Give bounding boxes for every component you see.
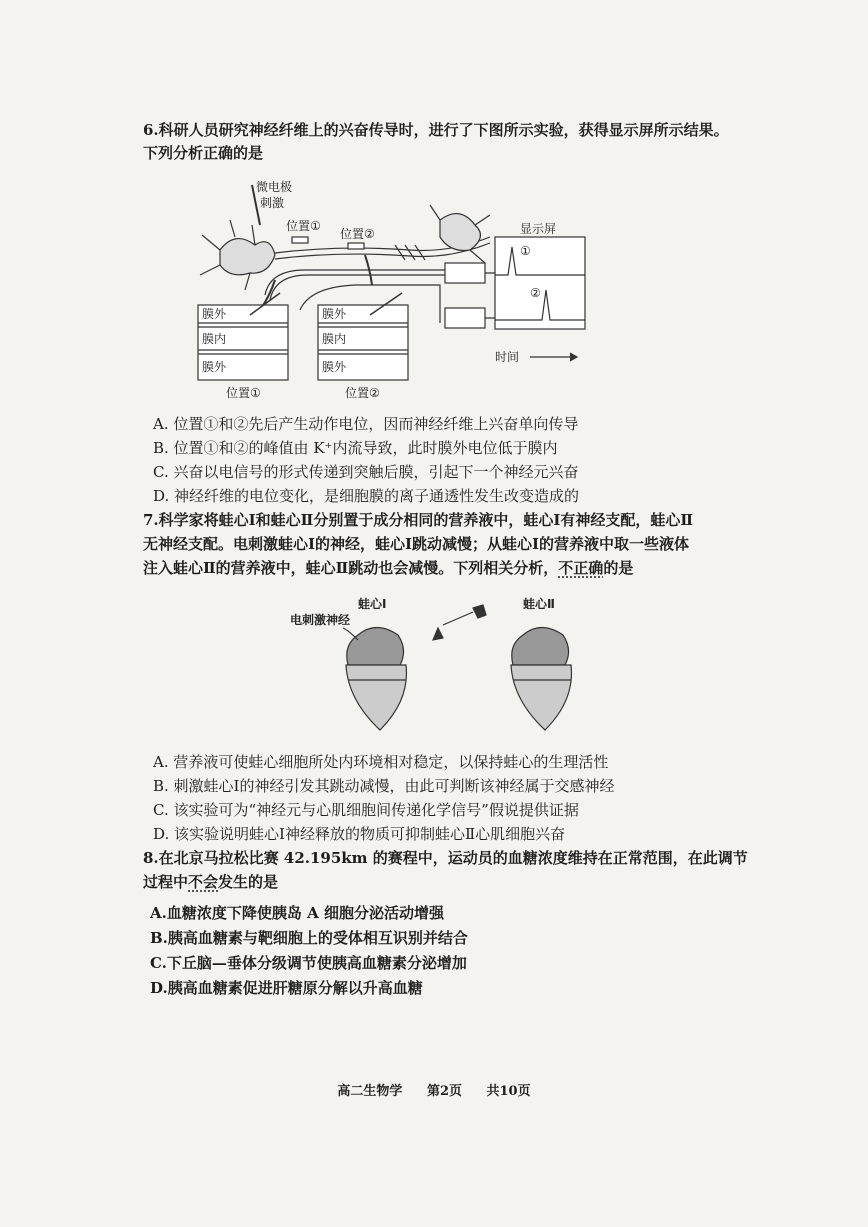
q7-stem-emphasis: 不正确: [558, 559, 604, 577]
q8-option-b: B.胰高血糖素与靶细胞上的受体相互识别并结合: [150, 929, 468, 947]
q7-stem-line1: 7.科学家将蛙心Ⅰ和蛙心Ⅱ分别置于成分相同的营养液中，蛙心Ⅰ有神经支配，蛙心Ⅱ: [143, 511, 693, 529]
q6-option-d: D. 神经纤维的电位变化，是细胞膜的离子通透性发生改变造成的: [153, 487, 580, 505]
q7-stem-line3-pre: 注入蛙心Ⅱ的营养液中，蛙心Ⅱ跳动也会减慢。下列相关分析，: [143, 559, 559, 577]
q6-stem-line2: 下列分析正确的是: [143, 144, 264, 162]
q7-stem-line3-post: 的是: [603, 559, 634, 577]
q6-option-a: A. 位置①和②先后产生动作电位，因而神经纤维上兴奋单向传导: [153, 415, 579, 433]
footer-subject: 高二生物学: [337, 1084, 403, 1099]
q7-option-c: C. 该实验可为“神经元与心肌细胞间传递化学信号”假说提供证据: [153, 801, 579, 819]
box1-inner-label: 膜内: [202, 332, 227, 346]
q6-stem-line1: 6.科研人员研究神经纤维上的兴奋传导时，进行了下图所示实验，获得显示屏所示结果。: [143, 121, 729, 139]
q6-option-c: C. 兴奋以电信号的形式传递到突触后膜，引起下一个神经元兴奋: [153, 463, 579, 481]
q8-stem-line2-post: 发生的是: [218, 873, 279, 891]
heart2-label: 蛙心Ⅱ: [523, 597, 555, 611]
pos1-label: 位置①: [286, 219, 321, 233]
q8-stem-line2: [143, 872, 278, 892]
electrode-label: 微电极: [256, 180, 293, 194]
footer-total-pages: 共10页: [486, 1084, 531, 1099]
q7-option-d: D. 该实验说明蛙心Ⅰ神经释放的物质可抑制蛙心Ⅱ心肌细胞兴奋: [153, 825, 566, 843]
footer-page-number: 第2页: [426, 1084, 462, 1099]
trace2-label: ②: [530, 286, 541, 300]
q7-stem-line2: 无神经支配。电刺激蛙心Ⅰ的神经，蛙心Ⅰ跳动减慢；从蛙心Ⅰ的营养液中取一些液体: [143, 535, 690, 553]
screen-label: 显示屏: [520, 222, 557, 236]
q7-frog-heart-figure: [288, 590, 598, 740]
trace1-label: ①: [520, 244, 531, 258]
heart1-label: 蛙心Ⅰ: [358, 597, 387, 611]
box1-caption: 位置①: [226, 386, 261, 400]
q8-option-c: C.下丘脑—垂体分级调节使胰高血糖素分泌增加: [150, 954, 467, 972]
q6-nerve-experiment-figure: [190, 175, 610, 405]
time-label: 时间: [495, 350, 520, 364]
box1-outer2-label: 膜外: [202, 360, 227, 374]
q7-option-b: B. 刺激蛙心Ⅰ的神经引发其跳动减慢，由此可判断该神经属于交感神经: [153, 777, 615, 795]
box1-outer-label: 膜外: [202, 307, 227, 321]
q8-stem-line2-pre: 过程中: [143, 873, 189, 891]
pos2-label: 位置②: [340, 227, 375, 241]
q8-stem-emphasis: 不会: [188, 873, 219, 891]
stim-nerve-label: 电刺激神经: [290, 613, 351, 627]
box2-caption: 位置②: [345, 386, 380, 400]
q8-stem-line1: 8.在北京马拉松比赛 42.195km 的赛程中，运动员的血糖浓度维持在正常范围，在此调节: [143, 849, 748, 867]
q8-option-d: D.胰高血糖素促进肝糖原分解以升高血糖: [150, 979, 423, 997]
page-footer: [0, 1080, 868, 1099]
stimulus-label: 刺激: [260, 196, 285, 210]
q6-option-b: B. 位置①和②的峰值由 K⁺内流导致，此时膜外电位低于膜内: [153, 439, 558, 457]
q7-option-a: A. 营养液可使蛙心细胞所处内环境相对稳定，以保持蛙心的生理活性: [153, 753, 609, 771]
box2-outer2-label: 膜外: [322, 360, 347, 374]
q8-option-a: A.血糖浓度下降使胰岛 A 细胞分泌活动增强: [150, 904, 444, 922]
box2-outer-label: 膜外: [322, 307, 347, 321]
box2-inner-label: 膜内: [322, 332, 347, 346]
q7-stem-line3: [143, 558, 633, 578]
